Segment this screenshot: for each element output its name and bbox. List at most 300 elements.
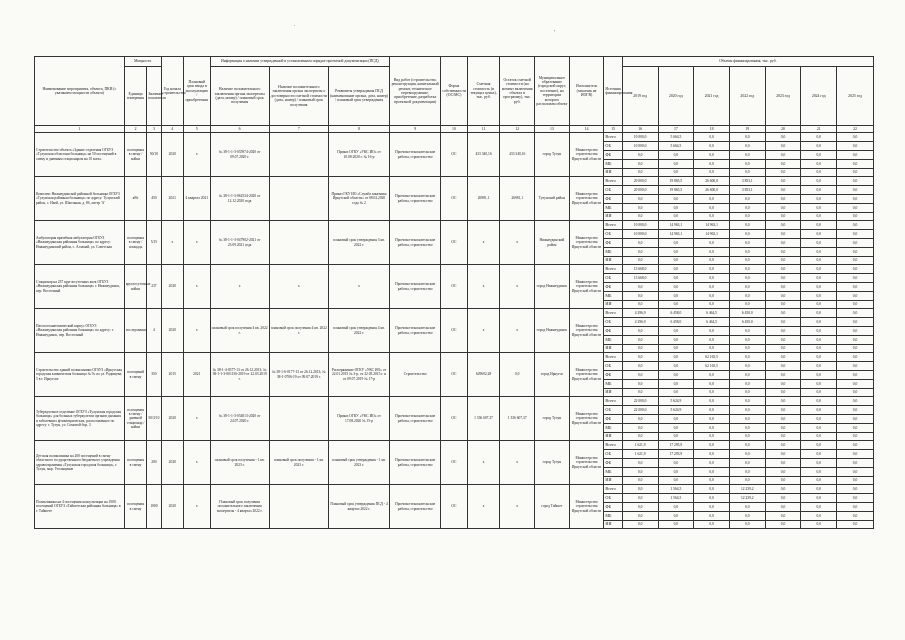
scan-mark: .	[294, 22, 296, 28]
approval-cell: плановый срок утверждения 4 кв. 2022 г.	[328, 309, 389, 353]
funding-value-cell: 0,0	[837, 318, 874, 327]
table-row	[35, 441, 874, 450]
remaining-cell: х	[500, 265, 535, 309]
funding-value-cell: 0,0	[729, 397, 765, 406]
funding-value-cell: 0,0	[694, 397, 730, 406]
funding-value-cell: 0,0	[694, 345, 730, 353]
funding-value-cell: 0,0	[765, 230, 801, 239]
location-cell: город Нижнеудинск	[535, 309, 570, 353]
capacity-value-cell: 4	[147, 309, 161, 353]
funding-value-cell: 0,0	[622, 327, 658, 336]
col-estimate-header: Наличие положительного заключения органа экспертизы о достоверности сметной стоимости (дата, номер) / плановый срок получения	[269, 67, 328, 126]
funding-value-cell: 0,0	[801, 133, 837, 142]
estimate-cell: плановый срок получения - 1 кв. 2023 г.	[269, 441, 328, 485]
estimate-cell: № 38-1-6-0177-13 от 26.12.2013; № 38-1-0706-19 от 09.07.2019 г.	[269, 353, 328, 397]
funding-value-cell: 0,0	[765, 397, 801, 406]
column-number: 4	[161, 126, 183, 133]
funding-value-cell: 0,0	[765, 186, 801, 195]
estimate-cell	[269, 221, 328, 265]
funding-value-cell: 0,0	[729, 424, 765, 433]
funding-value-cell: 1 621,9	[622, 441, 658, 450]
funding-value-cell: 0,0	[837, 248, 874, 257]
executor-cell: Министерство строительства Иркутской области	[569, 353, 604, 397]
funding-source-cell: ФБ	[604, 151, 622, 160]
funding-value-cell: 0,0	[837, 204, 874, 213]
funding-value-cell: 0,0	[694, 406, 730, 415]
funding-value-cell: 0,0	[694, 371, 730, 380]
funding-value-cell: 0,0	[765, 503, 801, 512]
col-name-header: Наименование мероприятия, объекта, ПКИ (с указанием мощности объекта)	[35, 57, 125, 126]
approval-cell: плановый срок утверждения - 1 кв. 2023 г.	[328, 441, 389, 485]
funding-value-cell: 0,0	[694, 512, 730, 521]
funding-value-cell: 0,0	[801, 142, 837, 151]
funding-value-cell: 0,0	[729, 133, 765, 142]
funding-value-cell: 0,0	[729, 274, 765, 283]
funding-value-cell: 0,0	[801, 512, 837, 521]
funding-value-cell: 0,0	[801, 362, 837, 371]
funding-value-cell: 6 458,0	[658, 309, 694, 318]
funding-value-cell: 0,0	[837, 230, 874, 239]
column-number: 10	[441, 126, 468, 133]
funding-source-cell: ФБ	[604, 503, 622, 512]
funding-value-cell: 0,0	[765, 301, 801, 309]
funding-value-cell: 0,0	[694, 450, 730, 459]
funding-value-cell: 0,0	[694, 485, 730, 494]
object-name-cell: Строительство зданий поликлиники ОГАУЗ «Иркутская городская клиническая больница № 9» по ул. Радищева, 5 в г. Иркутске	[35, 353, 125, 397]
funding-value-cell: 10 000,0	[622, 142, 658, 151]
expertise-cell: плановый срок получения - 1 кв. 2023 г.	[210, 441, 269, 485]
funding-value-cell: 0,0	[837, 459, 874, 468]
cost-cell: х	[467, 441, 500, 485]
work-type-cell: Проектно-изыскательские работы, строительство	[390, 397, 441, 441]
funding-value-cell: 0,0	[801, 221, 837, 230]
funding-value-cell: 0,0	[729, 283, 765, 292]
funding-value-cell: 0,0	[801, 380, 837, 389]
location-cell: город Тулун	[535, 441, 570, 485]
funding-value-cell: 0,0	[729, 477, 765, 485]
column-number: 13	[535, 126, 570, 133]
capacity-unit-cell: посещения в смену / дневной стационар / койки	[124, 397, 146, 441]
funding-value-cell: 0,0	[765, 406, 801, 415]
funding-value-cell: 0,0	[694, 195, 730, 204]
funding-value-cell: 0,0	[622, 151, 658, 160]
funding-value-cell: 0,0	[658, 477, 694, 485]
table-row	[35, 265, 874, 274]
executor-cell: Министерство строительства Иркутской области	[569, 397, 604, 441]
plan-date-cell: х	[184, 397, 211, 441]
column-number: 1	[35, 126, 125, 133]
year-header: 2022 год	[729, 67, 765, 126]
funding-value-cell: 0,0	[765, 424, 801, 433]
funding-value-cell: 0,0	[694, 336, 730, 345]
column-number: 19	[729, 126, 765, 133]
funding-source-cell: МБ	[604, 292, 622, 301]
capacity-value-cell: 237	[147, 265, 161, 309]
capacity-unit-cell: посещения в смену	[124, 485, 146, 529]
funding-source-cell: ИИ	[604, 433, 622, 441]
funding-value-cell: 0,0	[694, 265, 730, 274]
funding-value-cell: 22 000,0	[622, 397, 658, 406]
funding-value-cell: 0,0	[729, 459, 765, 468]
object-name-cell: Туберкулезное отделение ОГБУЗ «Тулунская городская больница» для больных туберкулезом органов дыхания и заболевших фтизиатрических, расположенное по адресу: г. Тулун, ул. Сомовой бор, 3	[35, 397, 125, 441]
funding-value-cell: 0,0	[765, 415, 801, 424]
funding-value-cell: 0,0	[837, 301, 874, 309]
funding-value-cell: 0,0	[801, 521, 837, 529]
funding-value-cell: 0,0	[801, 389, 837, 397]
plan-date-cell: х	[184, 441, 211, 485]
funding-value-cell: 0,0	[801, 204, 837, 213]
funding-value-cell: 0,0	[729, 433, 765, 441]
executor-cell: Министерство строительства Иркутской области	[569, 133, 604, 177]
funding-value-cell: 14 963,1	[658, 221, 694, 230]
funding-value-cell: 0,0	[801, 468, 837, 477]
funding-value-cell: 0,0	[765, 213, 801, 221]
funding-value-cell: 0,0	[837, 503, 874, 512]
funding-value-cell: 0,0	[729, 450, 765, 459]
object-name-cell: Строительство объекта «Здание отделения ОГБУЗ «Тулунская областная больница» на 50 посещений в смену и дневным стационаром на 10 коек»	[35, 133, 125, 177]
funding-value-cell: 0,0	[729, 389, 765, 397]
funding-value-cell: 0,0	[622, 459, 658, 468]
funding-value-cell: 14 963,1	[694, 221, 730, 230]
funding-value-cell: 19 865,5	[658, 186, 694, 195]
funding-value-cell: 0,0	[837, 441, 874, 450]
funding-source-cell: МБ	[604, 512, 622, 521]
funding-source-cell: ИИ	[604, 521, 622, 529]
funding-value-cell: 10 000,0	[622, 230, 658, 239]
start-year-cell: 2020	[161, 265, 183, 309]
plan-date-cell: х	[184, 221, 211, 265]
funding-value-cell: 0,0	[729, 257, 765, 265]
location-cell: Нижнеудинский район	[535, 221, 570, 265]
funding-value-cell: 0,0	[694, 415, 730, 424]
funding-value-cell: 6 458,0	[658, 318, 694, 327]
funding-value-cell: 0,0	[658, 195, 694, 204]
funding-value-cell: 10 000,0	[622, 133, 658, 142]
object-name-cell: Комплекс Нижнеудинской районной больницы ОГБУЗ «Тулунская районная больница» по адресу: Тулунский район, с. Икей, ул. Школьная, д. 8б, литер 'А'	[35, 177, 125, 221]
funding-value-cell: 0,0	[658, 336, 694, 345]
location-cell: Тулунский район	[535, 177, 570, 221]
funding-value-cell: 5 624,9	[658, 406, 694, 415]
funding-source-cell: ОБ	[604, 142, 622, 151]
funding-value-cell: 0,0	[801, 239, 837, 248]
expertise-cell: № 38-1-1-3-035974-2020 от 09.07.2020 г.	[210, 133, 269, 177]
column-number: 18	[694, 126, 730, 133]
funding-value-cell: 13 668,0	[622, 274, 658, 283]
funding-value-cell: 0,0	[729, 301, 765, 309]
funding-value-cell: 0,0	[694, 441, 730, 450]
col-approval-header: Реквизиты утверждения ПСД (наименование органа, дата, номер) / плановый срок утверждения	[328, 67, 389, 126]
funding-value-cell: 0,0	[658, 459, 694, 468]
funding-value-cell: 0,0	[765, 283, 801, 292]
ownership-cell: ОС	[441, 221, 468, 265]
location-cell: город Тулун	[535, 397, 570, 441]
funding-value-cell: 0,0	[801, 485, 837, 494]
col-executor-header: Исполнитель (заказчик не ИОГВ)	[569, 57, 604, 126]
funding-value-cell: 0,0	[801, 169, 837, 177]
funding-value-cell: 0,0	[729, 521, 765, 529]
capacity-value-cell: 350	[147, 353, 161, 397]
funding-value-cell: 0,0	[801, 327, 837, 336]
funding-value-cell: 0,0	[729, 160, 765, 169]
funding-value-cell: 0,0	[837, 353, 874, 362]
funding-value-cell: 0,0	[765, 512, 801, 521]
approval-cell: Приказ ОГКУ «УКС ИО» от 17.08.2020 № 15-р	[328, 397, 389, 441]
funding-value-cell: 0,0	[658, 433, 694, 441]
funding-value-cell: 0,0	[622, 371, 658, 380]
remaining-cell: 26981,1	[500, 177, 535, 221]
funding-value-cell: 0,0	[622, 389, 658, 397]
funding-value-cell: 0,0	[658, 424, 694, 433]
estimate-cell	[269, 485, 328, 529]
funding-value-cell: 4 296,9	[622, 318, 658, 327]
funding-source-cell: МБ	[604, 468, 622, 477]
column-number: 5	[184, 126, 211, 133]
funding-value-cell: 0,0	[694, 468, 730, 477]
col-capacity-header: Мощность	[124, 57, 161, 67]
funding-value-cell: 0,0	[622, 160, 658, 169]
funding-value-cell: 26 600,0	[694, 186, 730, 195]
funding-value-cell: 13 668,0	[622, 265, 658, 274]
ownership-cell: ОС	[441, 397, 468, 441]
funding-value-cell: 0,0	[801, 424, 837, 433]
funding-value-cell: 0,0	[765, 371, 801, 380]
approval-cell: плановый срок утверждения 3 кв. 2022 г.	[328, 221, 389, 265]
funding-source-cell: ОБ	[604, 318, 622, 327]
remaining-cell: х	[500, 441, 535, 485]
approval-cell: Приказ ОГКУ «УКС ИО» от 10.08.2020 г. № 16-р	[328, 133, 389, 177]
funding-source-cell: ОБ	[604, 406, 622, 415]
funding-value-cell: 0,0	[658, 160, 694, 169]
funding-value-cell: 0,0	[765, 433, 801, 441]
funding-value-cell: 0,0	[801, 186, 837, 195]
funding-value-cell: 0,0	[801, 494, 837, 503]
funding-value-cell: 0,0	[837, 468, 874, 477]
funding-value-cell: 0,0	[622, 248, 658, 257]
object-name-cell: Амбулатория врачебная амбулатория ОГБУЗ «Нижнеудинская районная больница» по адресу: Нижнеудинский район, с. Алзамай, ул. Советская	[35, 221, 125, 265]
executor-cell: Министерство строительства Иркутской области	[569, 309, 604, 353]
col-unit-header: Единица измерения	[124, 67, 146, 126]
funding-value-cell: 0,0	[658, 292, 694, 301]
funding-value-cell: 0,0	[837, 221, 874, 230]
location-cell: город Иркутск	[535, 353, 570, 397]
col-year-header: Год начала строительства	[161, 57, 183, 126]
ownership-cell: ОС	[441, 265, 468, 309]
funding-source-cell: ИИ	[604, 477, 622, 485]
work-type-cell: Проектно-изыскательские работы, строительство	[390, 309, 441, 353]
funding-value-cell: 0,0	[765, 362, 801, 371]
funding-value-cell: 0,0	[765, 133, 801, 142]
funding-value-cell: 17 293,9	[658, 450, 694, 459]
funding-value-cell: 0,0	[729, 221, 765, 230]
funding-value-cell: 0,0	[694, 151, 730, 160]
funding-source-cell: МБ	[604, 424, 622, 433]
funding-value-cell: 0,0	[765, 336, 801, 345]
funding-value-cell: 0,0	[694, 389, 730, 397]
funding-source-cell: ОБ	[604, 230, 622, 239]
funding-source-cell: ИИ	[604, 169, 622, 177]
funding-source-cell: ФБ	[604, 459, 622, 468]
funding-value-cell: 0,0	[658, 151, 694, 160]
funding-value-cell: 0,0	[622, 468, 658, 477]
funding-value-cell: 0,0	[837, 274, 874, 283]
funding-value-cell: 0,0	[801, 195, 837, 204]
capacity-unit-cell: посещения в смену / койки	[124, 133, 146, 177]
funding-value-cell: 0,0	[801, 274, 837, 283]
funding-source-cell: ИИ	[604, 345, 622, 353]
funding-source-cell: ОБ	[604, 186, 622, 195]
funding-value-cell: 0,0	[837, 177, 874, 186]
col-remaining-header: Остаток сметной стоимости (на момент включения объекта в программу), тыс. руб.	[500, 57, 535, 126]
column-number: 14	[569, 126, 604, 133]
column-number-row	[35, 126, 874, 133]
funding-value-cell: 0,0	[694, 301, 730, 309]
object-name-cell: Поликлиника на 4 посещения консультации на 1000 посещений ОГБУЗ «Тайшетская районная больница» в г. Тайшете	[35, 485, 125, 529]
funding-source-cell: МБ	[604, 380, 622, 389]
funding-source-cell: МБ	[604, 204, 622, 213]
plan-date-cell: х	[184, 485, 211, 529]
object-name-cell: Стационар на 237 круглосуточных коек ОГБУЗ «Нижнеудинская районная больница» г. Нижнеудинск, пер. Восточный	[35, 265, 125, 309]
funding-source-cell: ФБ	[604, 195, 622, 204]
funding-value-cell: 0,0	[658, 265, 694, 274]
col-value-header: Значение показателя	[147, 67, 161, 126]
funding-value-cell: 0,0	[694, 213, 730, 221]
funding-value-cell: 0,0	[837, 133, 874, 142]
funding-value-cell: 0,0	[837, 257, 874, 265]
funding-value-cell: 26 600,0	[694, 177, 730, 186]
funding-value-cell: 0,0	[729, 503, 765, 512]
start-year-cell: 2020	[161, 441, 183, 485]
funding-value-cell: 0,0	[801, 318, 837, 327]
funding-value-cell: 0,0	[837, 160, 874, 169]
funding-value-cell: 0,0	[622, 521, 658, 529]
column-number: 2	[124, 126, 146, 133]
funding-value-cell: 0,0	[765, 441, 801, 450]
funding-value-cell: 0,0	[694, 424, 730, 433]
object-name-cell: Детская поликлиника на 200 посещений в смену областного государственного бюджетного учреждения здравоохранения «Тулунская городская больница», г. Тулун, мкр. Угольщиков	[35, 441, 125, 485]
funding-value-cell: 0,0	[837, 283, 874, 292]
funding-source-cell: ОБ	[604, 362, 622, 371]
funding-value-cell: 0,0	[837, 169, 874, 177]
funding-value-cell: 0,0	[765, 151, 801, 160]
funding-value-cell: 0,0	[694, 248, 730, 257]
funding-value-cell: 6 450,0	[729, 318, 765, 327]
expertise-cell: № 38-1-1-3-062534-2020 от 12.12.2020 года	[210, 177, 269, 221]
funding-source-cell: ОБ	[604, 274, 622, 283]
plan-date-cell: 2021	[184, 353, 211, 397]
start-year-cell: 2020	[161, 485, 183, 529]
funding-value-cell: 0,0	[729, 213, 765, 221]
funding-value-cell: 0,0	[837, 309, 874, 318]
funding-value-cell: 0,0	[729, 248, 765, 257]
remaining-cell: х	[500, 485, 535, 529]
funding-value-cell: 0,0	[765, 160, 801, 169]
work-type-cell: Проектно-изыскательские работы, строительство	[390, 265, 441, 309]
funding-value-cell: 0,0	[729, 230, 765, 239]
funding-value-cell: 0,0	[658, 389, 694, 397]
funding-value-cell: 0,0	[694, 160, 730, 169]
column-number: 6	[210, 126, 269, 133]
funding-value-cell: 0,0	[837, 389, 874, 397]
column-number: 8	[328, 126, 389, 133]
funding-value-cell: 0,0	[801, 160, 837, 169]
col-cost-header: Сметная стоимость (в текущих ценах), тыс. руб.	[467, 57, 500, 126]
funding-value-cell: 0,0	[729, 204, 765, 213]
ownership-cell: ОС	[441, 133, 468, 177]
table-row	[35, 397, 874, 406]
funding-value-cell: 0,0	[729, 292, 765, 301]
funding-value-cell: 0,0	[765, 494, 801, 503]
capacity-unit-cell: посещений в смену	[124, 353, 146, 397]
funding-value-cell: 0,0	[801, 353, 837, 362]
funding-value-cell: 20 000,0	[622, 186, 658, 195]
funding-value-cell: 0,0	[658, 345, 694, 353]
funding-value-cell: 0,0	[694, 169, 730, 177]
funding-value-cell: 0,0	[622, 433, 658, 441]
column-number: 21	[801, 126, 837, 133]
approval-cell: Распоряжение ОГКУ «УКС ИО» от 22.01.2015 № 3-р, от 22.05.2015 г. и от 09.07.2019 № 17-р	[328, 353, 389, 397]
start-year-cell: 2015	[161, 353, 183, 397]
expertise-cell: № 38-1-1-3-034013-2020 от 24.07.2020 г.	[210, 397, 269, 441]
document-page	[34, 20, 884, 624]
table-row	[35, 485, 874, 494]
funding-value-cell: 1 564,5	[658, 485, 694, 494]
funding-value-cell: 0,0	[729, 345, 765, 353]
funding-source-cell: ФБ	[604, 283, 622, 292]
plan-date-cell: х	[184, 309, 211, 353]
funding-value-cell: 0,0	[837, 450, 874, 459]
funding-value-cell: 0,0	[658, 353, 694, 362]
funding-value-cell: 0,0	[837, 142, 874, 151]
remaining-cell: х	[500, 309, 535, 353]
funding-value-cell: 0,0	[837, 406, 874, 415]
funding-value-cell: 0,0	[694, 327, 730, 336]
funding-value-cell: 0,0	[765, 353, 801, 362]
funding-value-cell: 0,0	[658, 204, 694, 213]
capacity-value-cell: 1000	[147, 485, 161, 529]
funding-value-cell: 4 296,9	[622, 309, 658, 318]
funding-value-cell: 0,0	[729, 327, 765, 336]
funding-source-cell: МБ	[604, 248, 622, 257]
cost-cell: 1 336 607,37	[467, 397, 500, 441]
funding-value-cell: 0,0	[837, 424, 874, 433]
funding-value-cell: 0,0	[801, 336, 837, 345]
funding-value-cell: 0,0	[729, 406, 765, 415]
executor-cell: Министерство строительства Иркутской области	[569, 485, 604, 529]
ownership-cell: ОС	[441, 353, 468, 397]
funding-value-cell: 0,0	[694, 459, 730, 468]
funding-value-cell: 0,0	[801, 406, 837, 415]
funding-value-cell: 0,0	[694, 521, 730, 529]
expertise-cell: № 38-1-4-0377-13 от 26.12.2013; № 38-1-1-3-001156-2019 от 22.03.2019 г.	[210, 353, 269, 397]
funding-value-cell: 0,0	[694, 283, 730, 292]
funding-value-cell: 0,0	[837, 292, 874, 301]
ownership-cell: ОС	[441, 441, 468, 485]
funding-value-cell: 1 564,5	[658, 494, 694, 503]
plan-date-cell: х	[184, 265, 211, 309]
funding-value-cell: 0,0	[658, 327, 694, 336]
year-header: 2024 год	[801, 67, 837, 126]
funding-value-cell: 0,0	[729, 380, 765, 389]
column-number: 16	[622, 126, 658, 133]
year-header: 2020 год	[658, 67, 694, 126]
col-work-header: Вид работ (строительство, реконструкция, капитальный ремонт, техническое перевооружение, приобретение, разработка проектной документации)	[390, 57, 441, 126]
funding-value-cell: 0,0	[622, 353, 658, 362]
funding-value-cell: 0,0	[658, 512, 694, 521]
funding-value-cell: 10 000,0	[622, 221, 658, 230]
funding-value-cell: 0,0	[658, 415, 694, 424]
cost-cell: х	[467, 265, 500, 309]
funding-source-cell: ФБ	[604, 415, 622, 424]
